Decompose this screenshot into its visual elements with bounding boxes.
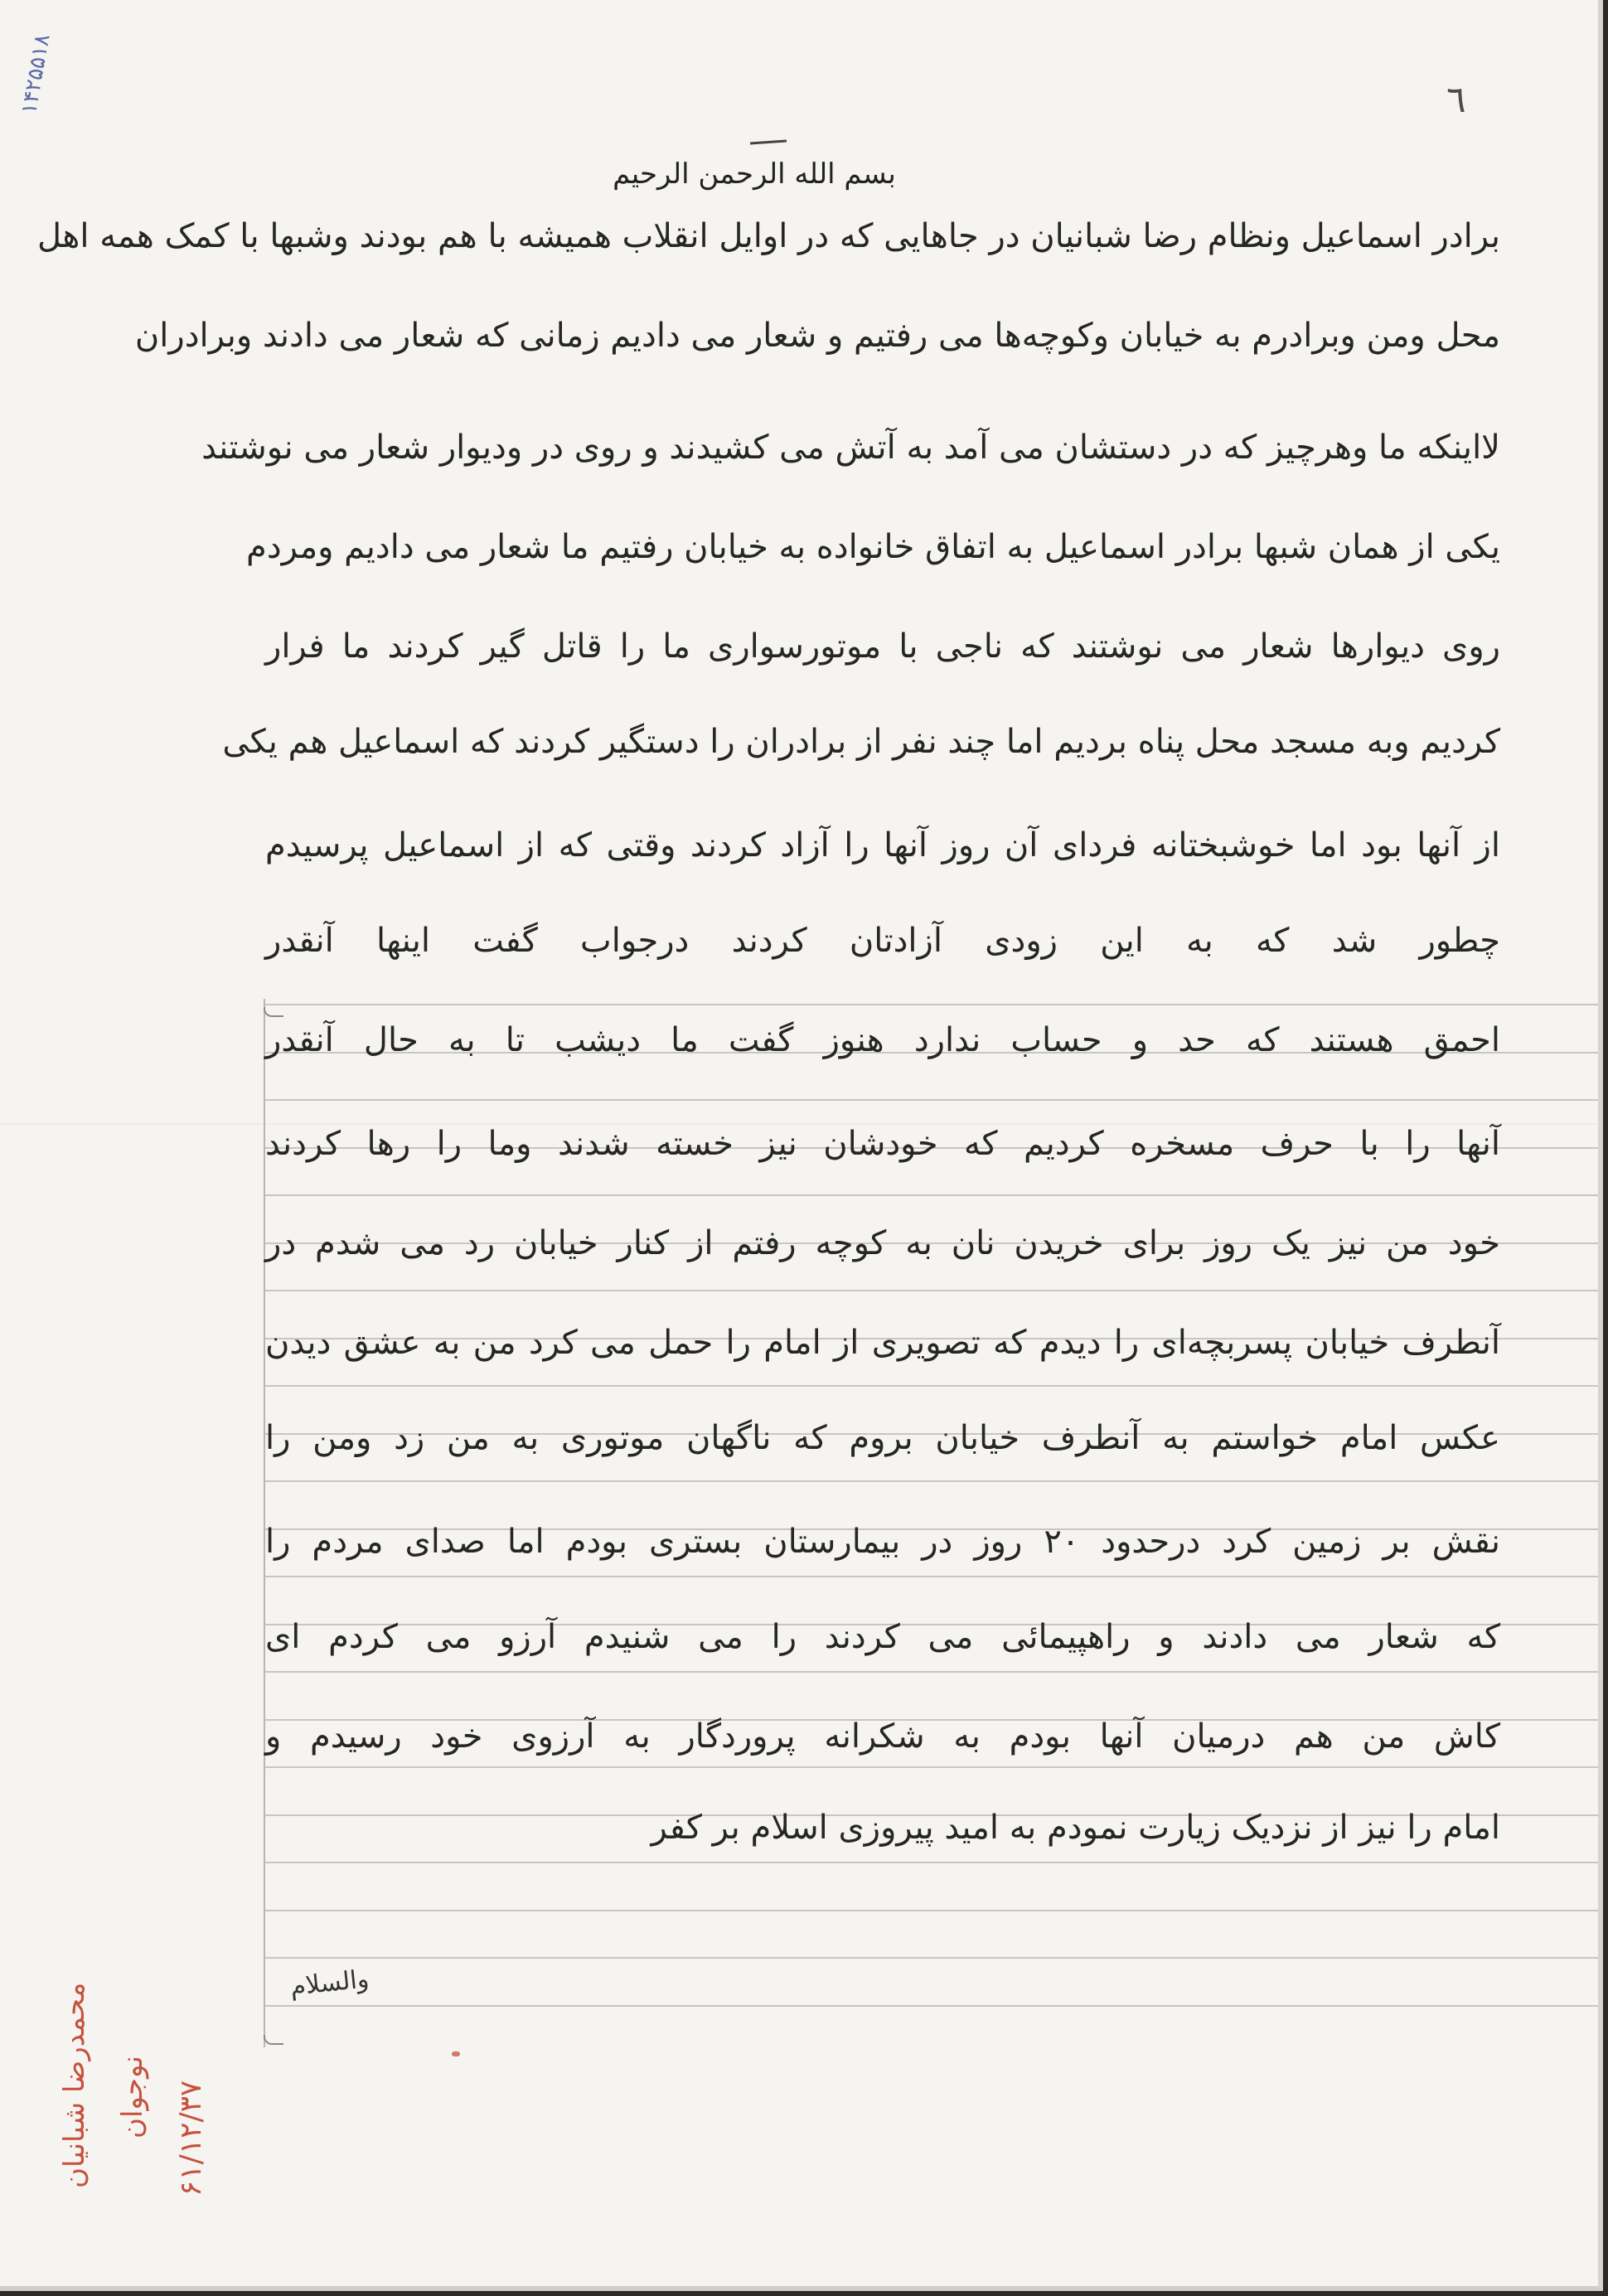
side-note (50, 1931, 232, 2197)
margin-hook (264, 2035, 283, 2045)
body-line: کاش من هم درمیان آنها بودم به شکرانه پروردگار به آرزوی خود رسیدم و (265, 1717, 1500, 1756)
page-number: ٦ (1446, 79, 1466, 121)
ink-speck (452, 2051, 460, 2056)
side-note-age: نوجوان (116, 2055, 149, 2139)
body-line: برادر اسماعیل ونظام رضا شبانیان در جاهایی که در اوایل انقلاب همیشه با هم بودند وشبها با کمک همه اهل (37, 217, 1500, 255)
bismillah-heading: بسم الله الرحمن الرحیم (613, 157, 896, 191)
body-line: نقش بر زمین کرد درحدود ۲۰ روز در بیمارستان بستری بودم اما صدای مردم را (265, 1523, 1501, 1561)
side-note-name: محمدرضا شبانیان (58, 1982, 91, 2188)
body-line: عکس امام خواستم به آنطرف خیابان بروم که ناگهان موتوری به من زد ومن را (265, 1419, 1500, 1457)
archive-code: ۱۴۲۵۵۱۸ (17, 31, 56, 117)
body-line: یکی از همان شبها برادر اسماعیل به اتفاق خانواده به خیابان رفتیم ما شعار می دادیم ومردم (246, 528, 1500, 566)
body-line: آنطرف خیابان پسربچه‌ای را دیدم که تصویری از امام را حمل می کرد من به عشق دیدن (265, 1324, 1500, 1362)
side-note-date: ۶۱/۱۲/۳۷ (174, 2080, 208, 2197)
body-line: که شعار می دادند و راهپیمائی می کردند را می شنیدم آرزو می کردم ای (265, 1618, 1500, 1656)
body-line: لااینکه ما وهرچیز که در دستشان می آمد به آتش می کشیدند و روی در ودیوار شعار می نوشتند (201, 429, 1500, 467)
body-line: احمق هستند که حد و حساب ندارد هنوز گفت ما دیشب تا به حال آنقدر (265, 1021, 1500, 1059)
body-line: امام را نیز از نزدیک زیارت نمودم به امید پیروزی اسلام بر کفر (651, 1809, 1500, 1847)
margin-hook (264, 1007, 283, 1017)
body-line: چطور شد که به این زودی آزادتان کردند درجواب گفت اینها آنقدر (265, 922, 1500, 960)
body-line: روی دیوارها شعار می نوشتند که ناجی با موتورسواری ما را قاتل گیر کردند ما فرار (265, 627, 1500, 666)
body-line: آنها را با حرف مسخره کردیم که خودشان نیز خسته شدند وما را رها کردند (265, 1125, 1500, 1163)
body-line: خود من نیز یک روز برای خریدن نان به کوچه رفتم از کنار خیابان رد می شدم در (265, 1224, 1500, 1262)
body-line: از آنها بود اما خوشبختانه فردای آن روز آنها را آزاد کردند وقتی که از اسماعیل پرسیدم (265, 826, 1500, 865)
closing-salutation: والسلام (288, 1964, 371, 2002)
body-line: کردیم وبه مسجد محل پناه بردیم اما چند نفر از برادران را دستگیر کردند که اسماعیل هم یکی (222, 723, 1500, 761)
body-line: محل ومن وبرادرم به خیابان وکوچه‌ها می رفتیم و شعار می دادیم زمانی که شعار می دادند وبرادران (134, 317, 1500, 355)
